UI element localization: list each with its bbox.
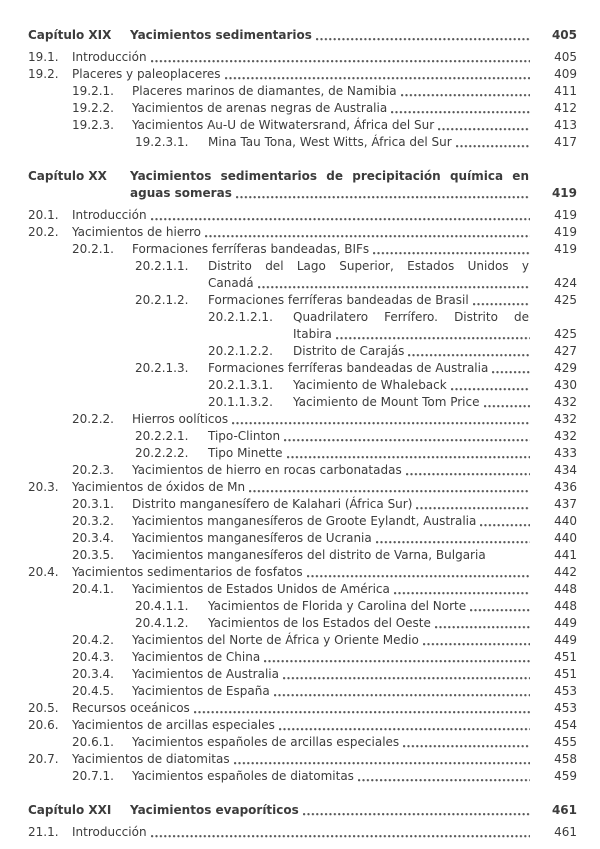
chapter-page-number: 405: [551, 28, 577, 42]
toc-entry: [28, 309, 577, 326]
entry-block: [28, 824, 577, 841]
entry-title: Yacimientos de Australia: [132, 667, 279, 681]
dot-leader: [316, 37, 530, 41]
entry-block: [28, 768, 577, 785]
entry-number: 19.1.: [28, 50, 59, 64]
toc-entry: [28, 598, 577, 615]
dot-leader: [401, 93, 530, 97]
toc-entry: [28, 100, 577, 117]
toc-entry: [28, 649, 577, 666]
entry-title: Formaciones ferríferas bandeadas de Brasil: [208, 293, 469, 307]
chapter-block: [28, 802, 577, 819]
entry-number: 20.2.1.2.2.: [208, 344, 273, 358]
dot-leader: [376, 540, 530, 544]
entry-title: Yacimientos de arenas negras de Australia: [132, 101, 388, 115]
entry-page-number: 425: [554, 293, 577, 307]
entry-page-number: 451: [554, 650, 577, 664]
chapter-heading: [28, 27, 577, 44]
dot-leader: [358, 778, 530, 782]
chapter-title: Yacimientos evaporíticos: [130, 803, 299, 817]
dot-leader: [435, 625, 530, 629]
toc-entry: [28, 66, 577, 83]
entry-block: [28, 530, 577, 547]
entry-block: [28, 134, 577, 151]
dot-leader: [283, 676, 530, 680]
entry-page-number: 432: [554, 412, 577, 426]
toc-entry: [28, 360, 577, 377]
entry-page-number: 417: [554, 135, 577, 149]
entry-title-continued: Canadá: [208, 276, 254, 290]
entry-title: Distrito del Lago Superior, Estados Unidos y: [208, 259, 529, 273]
dot-leader: [274, 693, 530, 697]
toc-entry: [28, 824, 577, 841]
entry-number: 20.4.1.: [72, 582, 114, 596]
entry-page-number: 453: [554, 701, 577, 715]
entry-number: 20.4.1.1.: [135, 599, 189, 613]
entry-title: Yacimientos del Norte de África y Oriente Medio: [132, 633, 419, 647]
entry-number: 20.4.1.2.: [135, 616, 189, 630]
entry-title: Tipo-Clinton: [208, 429, 281, 443]
dot-leader: [307, 574, 530, 578]
entry-block: [28, 394, 577, 411]
entry-page-number: 419: [554, 225, 577, 239]
dot-leader: [480, 523, 530, 527]
dot-leader: [225, 76, 530, 80]
entry-title: Tipo Minette: [208, 446, 283, 460]
toc-entry: [28, 134, 577, 151]
toc-entry: [28, 207, 577, 224]
entry-title: Yacimientos manganesíferos de Ucrania: [132, 531, 372, 545]
entry-page-number: 448: [554, 599, 577, 613]
chapter-title-continued: aguas someras: [130, 186, 232, 200]
toc-entry: [28, 428, 577, 445]
entry-number: 19.2.3.1.: [135, 135, 189, 149]
entry-page-number: 449: [554, 616, 577, 630]
entry-page-number: 440: [554, 531, 577, 545]
entry-block: [28, 100, 577, 117]
toc-entry: [28, 683, 577, 700]
entry-page-number: 454: [554, 718, 577, 732]
toc-entry: [28, 258, 577, 275]
entry-block: [28, 258, 577, 292]
entry-page-number: 412: [554, 101, 577, 115]
entry-number: 19.2.1.: [72, 84, 114, 98]
entry-number: 20.2.1.2.1.: [208, 310, 273, 324]
dot-leader: [490, 557, 530, 561]
entry-number: 21.1.: [28, 825, 59, 839]
entry-title: Yacimientos Au-U de Witwatersrand, África del Sur: [132, 118, 435, 132]
entry-number: 20.2.3.: [72, 463, 114, 477]
entry-number: 20.6.1.: [72, 735, 114, 749]
toc-entry: [28, 615, 577, 632]
entry-number: 19.2.2.: [72, 101, 114, 115]
entry-number: 20.4.: [28, 565, 59, 579]
entry-page-number: 432: [554, 429, 577, 443]
dot-leader: [303, 812, 530, 816]
entry-block: [28, 292, 577, 309]
dot-leader: [373, 251, 530, 255]
dot-leader: [151, 59, 530, 63]
toc-entry: [28, 700, 577, 717]
entry-number: 20.3.: [28, 480, 59, 494]
entry-page-number: 442: [554, 565, 577, 579]
dot-leader: [151, 834, 530, 838]
entry-block: [28, 734, 577, 751]
toc-entry: [28, 751, 577, 768]
entry-number: 20.4.5.: [72, 684, 114, 698]
entry-title: Yacimientos de hierro en rocas carbonatadas: [132, 463, 402, 477]
toc-entry: [28, 513, 577, 530]
entry-title: Hierros oolíticos: [132, 412, 229, 426]
entry-title: Yacimientos de España: [132, 684, 270, 698]
entry-block: [28, 309, 577, 343]
dot-leader: [232, 421, 530, 425]
toc-entry: [28, 666, 577, 683]
toc-entry: [28, 479, 577, 496]
toc-entry: [28, 581, 577, 598]
entry-block: [28, 513, 577, 530]
toc-entry: [28, 343, 577, 360]
dot-leader: [391, 110, 530, 114]
entry-title: Yacimientos de Florida y Carolina del Norte: [208, 599, 467, 613]
entry-page-number: 419: [554, 208, 577, 222]
entry-page-number: 451: [554, 667, 577, 681]
toc-entry: [28, 496, 577, 513]
entry-page-number: 419: [554, 242, 577, 256]
entry-number: 20.3.5.: [72, 548, 114, 562]
entry-block: [28, 66, 577, 83]
entry-page-number: 429: [554, 361, 577, 375]
entry-number: 20.4.2.: [72, 633, 114, 647]
entry-page-number: 441: [554, 548, 577, 562]
dot-leader: [403, 744, 530, 748]
entry-page-number: 453: [554, 684, 577, 698]
entry-title: Yacimientos manganesíferos del distrito de Varna, Bulgaria: [132, 548, 486, 562]
entry-block: [28, 360, 577, 377]
entry-number: 20.2.2.2.: [135, 446, 189, 460]
dot-leader: [406, 472, 530, 476]
toc-entry: [28, 83, 577, 100]
entry-title: Placeres marinos de diamantes, de Namibia: [132, 84, 397, 98]
entry-number: 20.1.: [28, 208, 59, 222]
entry-title: Introducción: [72, 50, 147, 64]
toc-entry: [28, 547, 577, 564]
dot-leader: [470, 608, 530, 612]
entry-page-number: 432: [554, 395, 577, 409]
entry-title: Placeres y paleoplaceres: [72, 67, 221, 81]
entry-number: 20.2.1.2.: [135, 293, 189, 307]
chapter-block: [28, 168, 577, 202]
entry-block: [28, 581, 577, 598]
dot-leader: [492, 370, 530, 374]
dot-leader: [336, 336, 530, 340]
entry-title: Yacimiento de Whaleback: [293, 378, 447, 392]
entry-block: [28, 700, 577, 717]
dot-leader: [408, 353, 530, 357]
entry-number: 20.7.: [28, 752, 59, 766]
entry-page-number: 458: [554, 752, 577, 766]
entry-title: Yacimientos de Estados Unidos de América: [132, 582, 390, 596]
entry-block: [28, 615, 577, 632]
chapter-label: Capítulo XIX: [28, 28, 112, 42]
entry-block: [28, 117, 577, 134]
dot-leader: [236, 195, 530, 199]
entry-title: Yacimientos de óxidos de Mn: [72, 480, 246, 494]
toc-entry: [28, 564, 577, 581]
toc-entry: [28, 377, 577, 394]
entry-block: [28, 717, 577, 734]
dot-leader: [394, 591, 530, 595]
entry-page-number: 440: [554, 514, 577, 528]
chapter-title: Yacimientos sedimentarios de precipitación química en: [130, 169, 529, 183]
toc-entry: [28, 241, 577, 258]
entry-number: 20.2.1.3.1.: [208, 378, 273, 392]
entry-page-number: 409: [554, 67, 577, 81]
chapter-heading: [28, 802, 577, 819]
dot-leader: [456, 144, 530, 148]
dot-leader: [438, 127, 530, 131]
toc-entry: [28, 768, 577, 785]
entry-title: Distrito de Carajás: [293, 344, 405, 358]
entry-block: [28, 377, 577, 394]
toc-entry: [28, 632, 577, 649]
entry-title: Introducción: [72, 825, 147, 839]
entry-block: [28, 649, 577, 666]
entry-title: Yacimientos españoles de diatomitas: [132, 769, 354, 783]
entry-page-number: 437: [554, 497, 577, 511]
entry-number: 19.2.3.: [72, 118, 114, 132]
entry-block: [28, 207, 577, 224]
toc-entry: [28, 394, 577, 411]
chapter-page-number: 461: [551, 803, 577, 817]
dot-leader: [416, 506, 530, 510]
entry-number: 20.3.1.: [72, 497, 114, 511]
entry-number: 20.2.1.1.: [135, 259, 189, 273]
entry-title: Yacimientos de hierro: [72, 225, 201, 239]
entry-block: [28, 496, 577, 513]
dot-leader: [151, 217, 530, 221]
entry-number: 20.4.3.: [72, 650, 114, 664]
entry-number: 20.2.2.1.: [135, 429, 189, 443]
entry-number: 20.6.: [28, 718, 59, 732]
toc-entry: [28, 717, 577, 734]
entry-title-continued: Itabira: [293, 327, 332, 341]
entry-page-number: 455: [554, 735, 577, 749]
entry-page-number: 459: [554, 769, 577, 783]
dot-leader: [194, 710, 530, 714]
entry-number: 20.2.1.: [72, 242, 114, 256]
entry-number: 20.1.1.3.2.: [208, 395, 273, 409]
entry-title: Yacimientos de los Estados del Oeste: [208, 616, 431, 630]
entry-title: Formaciones ferríferas bandeadas de Australia: [208, 361, 489, 375]
entry-block: [28, 411, 577, 428]
chapter-block: [28, 27, 577, 44]
entry-title: Yacimientos sedimentarios de fosfatos: [72, 565, 303, 579]
entry-title: Yacimientos manganesíferos de Groote Eylandt, Australia: [132, 514, 477, 528]
dot-leader: [423, 642, 530, 646]
toc-entry: [28, 411, 577, 428]
dot-leader: [287, 455, 530, 459]
entry-number: 19.2.: [28, 67, 59, 81]
entry-block: [28, 564, 577, 581]
chapter-title: Yacimientos sedimentarios: [130, 28, 312, 42]
entry-block: [28, 479, 577, 496]
entry-title: Yacimientos de arcillas especiales: [72, 718, 275, 732]
entry-block: [28, 666, 577, 683]
entry-block: [28, 83, 577, 100]
entry-title: Yacimiento de Mount Tom Price: [293, 395, 480, 409]
entry-block: [28, 751, 577, 768]
entry-block: [28, 343, 577, 360]
entry-page-number: 424: [554, 276, 577, 290]
chapter-label: Capítulo XXI: [28, 803, 112, 817]
toc-entry: [28, 49, 577, 66]
chapter-heading: [28, 168, 577, 185]
entry-title: Recursos oceánicos: [72, 701, 190, 715]
dot-leader: [234, 761, 530, 765]
entry-number: 20.7.1.: [72, 769, 114, 783]
entry-number: 20.2.1.3.: [135, 361, 189, 375]
dot-leader: [279, 727, 530, 731]
entry-page-number: 434: [554, 463, 577, 477]
entry-page-number: 430: [554, 378, 577, 392]
chapter-label: Capítulo XX: [28, 169, 107, 183]
dot-leader: [451, 387, 530, 391]
entry-page-number: 461: [554, 825, 577, 839]
entry-title: Quadrilatero Ferrífero. Distrito de: [293, 310, 529, 324]
toc-entry: [28, 224, 577, 241]
dot-leader: [205, 234, 530, 238]
entry-title: Mina Tau Tona, West Witts, África del Sur: [208, 135, 452, 149]
dot-leader: [258, 285, 530, 289]
entry-page-number: 436: [554, 480, 577, 494]
entry-page-number: 411: [554, 84, 577, 98]
toc-entry: [28, 734, 577, 751]
toc-entry: [28, 292, 577, 309]
entry-block: [28, 632, 577, 649]
toc-entry: [28, 530, 577, 547]
entry-page-number: 413: [554, 118, 577, 132]
entry-page-number: 425: [554, 327, 577, 341]
entry-page-number: 433: [554, 446, 577, 460]
dot-leader: [473, 302, 530, 306]
dot-leader: [484, 404, 531, 408]
entry-page-number: 427: [554, 344, 577, 358]
entry-block: [28, 428, 577, 445]
entry-block: [28, 241, 577, 258]
entry-block: [28, 462, 577, 479]
toc-entry: [28, 445, 577, 462]
dot-leader: [249, 489, 530, 493]
entry-block: [28, 683, 577, 700]
toc-entry-continued: [28, 275, 577, 292]
entry-title: Yacimientos de China: [132, 650, 261, 664]
chapter-heading-continued: [28, 185, 577, 202]
entry-page-number: 448: [554, 582, 577, 596]
entry-block: [28, 445, 577, 462]
entry-title: Formaciones ferríferas bandeadas, BIFs: [132, 242, 370, 256]
entry-page-number: 449: [554, 633, 577, 647]
dot-leader: [284, 438, 530, 442]
toc-entry-continued: [28, 326, 577, 343]
entry-title: Yacimientos españoles de arcillas especiales: [132, 735, 400, 749]
table-of-contents: [28, 27, 577, 841]
entry-block: [28, 224, 577, 241]
entry-number: 20.3.4.: [72, 667, 114, 681]
entry-title: Introducción: [72, 208, 147, 222]
entry-number: 20.3.4.: [72, 531, 114, 545]
entry-block: [28, 547, 577, 564]
entry-title: Distrito manganesífero de Kalahari (África Sur): [132, 497, 413, 511]
dot-leader: [264, 659, 530, 663]
toc-entry: [28, 117, 577, 134]
chapter-page-number: 419: [551, 186, 577, 200]
toc-entry: [28, 462, 577, 479]
entry-number: 20.2.: [28, 225, 59, 239]
entry-number: 20.3.2.: [72, 514, 114, 528]
entry-number: 20.2.2.: [72, 412, 114, 426]
entry-number: 20.5.: [28, 701, 59, 715]
entry-block: [28, 49, 577, 66]
entry-page-number: 405: [554, 50, 577, 64]
entry-title: Yacimientos de diatomitas: [72, 752, 230, 766]
entry-block: [28, 598, 577, 615]
